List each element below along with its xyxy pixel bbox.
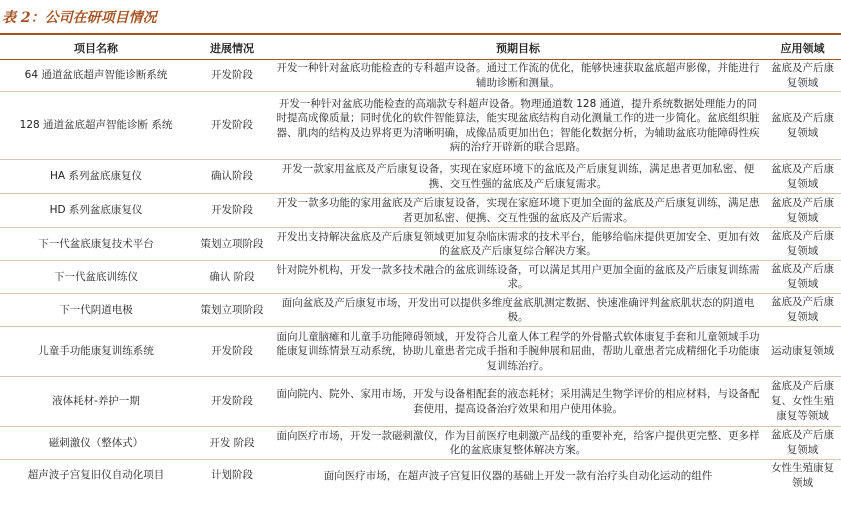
- field-cell: 盆底及产后康复领域: [764, 60, 841, 92]
- table-row: [0, 160, 841, 194]
- table-row: [0, 460, 841, 492]
- field-cell: 盆底及产后康复领域: [764, 92, 841, 160]
- progress-cell: 确认 阶段: [192, 261, 272, 294]
- project-name-cell: 64 通道盆底超声智能诊断系统: [0, 60, 192, 92]
- progress-cell: 策划立项阶段: [192, 294, 272, 327]
- goal-cell: 开发一款家用盆底及产后康复设备，实现在家庭环境下的盆底及产后康复训练，满足患者更加私密、便携、交互性强的盆底及产后康复需求。: [272, 160, 764, 194]
- goal-cell: 面向院内、院外、家用市场，开发与设备相配套的液态耗材；采用满足生物学评价的相应材料，与设备配套使用，提高设备治疗效果和用户使用体验。: [272, 377, 764, 427]
- goal-cell: 面向儿童脑瘫和儿童手功能障碍领域，开发符合儿童人体工程学的外骨骼式软体康复手套和儿童领域手功能康复训练情景互动系统，协助儿童患者完成手指和手腕伸展和屈曲，帮助儿童患者完成精细化手功能康复训练治疗。: [272, 327, 764, 377]
- field-cell: 盆底及产后康复、女性生殖康复等领域: [764, 377, 841, 427]
- project-name-cell: 儿童手功能康复训练系统: [0, 327, 192, 377]
- table-caption: 表 2：公司在研项目情况: [2, 10, 157, 26]
- table-row: [0, 92, 841, 160]
- field-cell: 盆底及产后康复领域: [764, 427, 841, 460]
- progress-cell: 确认阶段: [192, 160, 272, 194]
- field-cell: 盆底及产后康复领域: [764, 294, 841, 327]
- table-row: [0, 194, 841, 228]
- progress-cell: 计划阶段: [211, 469, 253, 482]
- goal-cell: 面向盆底及产后康复市场，开发出可以提供多维度盆底肌测定数据、快速准确评判盆底肌状态的阴道电极。: [272, 294, 764, 327]
- field-cell: 女性生殖康复领域: [771, 461, 834, 489]
- goal-cell: 开发一种针对盆底功能检查的高端款专科超声设备。物理通道数 128 通道，提升系统数据处理能力的同时提高成像质量；同时优化的软件智能算法，能实现盆底结构自动化测量工作的进一步简化。盆底组织脏器、肌肉的结构及边界将更为清晰明确，成像品质更加出色；智能化数据分析，为辅助盆底功能障碍性疾病的治疗开辟新的联合思路。: [272, 92, 764, 160]
- goal-cell: 开发一种针对盆底功能检查的专科超声设备。通过工作流的优化，能够快速获取盆底超声影像，并能进行辅助诊断和测量。: [272, 60, 764, 92]
- projects-table: [0, 37, 841, 492]
- progress-cell: 开发阶段: [192, 194, 272, 228]
- header-progress: 进展情况: [192, 37, 272, 60]
- project-name-cell: HD 系列盆底康复仪: [0, 194, 192, 228]
- header-application-field: 应用领域: [764, 37, 841, 60]
- table-header-row: [0, 37, 841, 60]
- progress-cell: 开发阶段: [192, 327, 272, 377]
- project-name-cell: 128 通道盆底超声智能诊断 系统: [0, 92, 192, 160]
- table-row: [0, 261, 841, 294]
- table-row: [0, 327, 841, 377]
- goal-cell: 开发一款多功能的家用盆底及产后康复设备，实现在家庭环境下更加全面的盆底及产后康复训练，满足患者更加私密、便携、交互性强的盆底及产后需求。: [272, 194, 764, 228]
- project-name-cell: 超声波子宫复旧仪自动化项目: [27, 469, 165, 482]
- field-cell: 运动康复领域: [764, 327, 841, 377]
- goal-cell: 针对院外机构，开发一款多技术融合的盆底训练设备，可以满足其用户更加全面的盆底及产后康复训练需求。: [272, 261, 764, 294]
- project-name-cell: 下一代盆底康复技术平台: [0, 228, 192, 261]
- project-name-cell: 液体耗材-养护一期: [0, 377, 192, 427]
- table-row: [0, 294, 841, 327]
- goal-cell: 面向医疗市场，在超声波子宫复旧仪器的基础上开发一款有治疗头自动化运动的组件: [323, 469, 713, 482]
- caption-divider: [0, 33, 841, 35]
- progress-cell: 策划立项阶段: [192, 228, 272, 261]
- table-row: [0, 427, 841, 460]
- field-cell: 盆底及产后康复领域: [764, 228, 841, 261]
- header-project-name: 项目名称: [0, 37, 192, 60]
- progress-cell: 开发 阶段: [192, 427, 272, 460]
- table-row: [0, 228, 841, 261]
- project-name-cell: HA 系列盆底康复仪: [0, 160, 192, 194]
- project-name-cell: 下一代盆底训练仪: [0, 261, 192, 294]
- field-cell: 盆底及产后康复领域: [764, 194, 841, 228]
- header-expected-goal: 预期目标: [272, 37, 764, 60]
- project-name-cell: 磁刺激仪（整体式）: [0, 427, 192, 460]
- project-name-cell: 下一代阴道电极: [0, 294, 192, 327]
- progress-cell: 开发阶段: [192, 377, 272, 427]
- field-cell: 盆底及产后康复领域: [764, 261, 841, 294]
- goal-cell: 开发出支持解决盆底及产后康复领域更加复杂临床需求的技术平台，能够给临床提供更加安全、更加有效的盆底及产后康复综合解决方案。: [272, 228, 764, 261]
- table-row: [0, 377, 841, 427]
- goal-cell: 面向医疗市场，开发一款磁刺激仪，作为目前医疗电刺激产品线的重要补充，给客户提供更完整、更多样化的盆底康复整体解决方案。: [272, 427, 764, 460]
- progress-cell: 开发阶段: [192, 92, 272, 160]
- field-cell: 盆底及产后康复领域: [764, 160, 841, 194]
- table-row: [0, 60, 841, 92]
- progress-cell: 开发阶段: [192, 60, 272, 92]
